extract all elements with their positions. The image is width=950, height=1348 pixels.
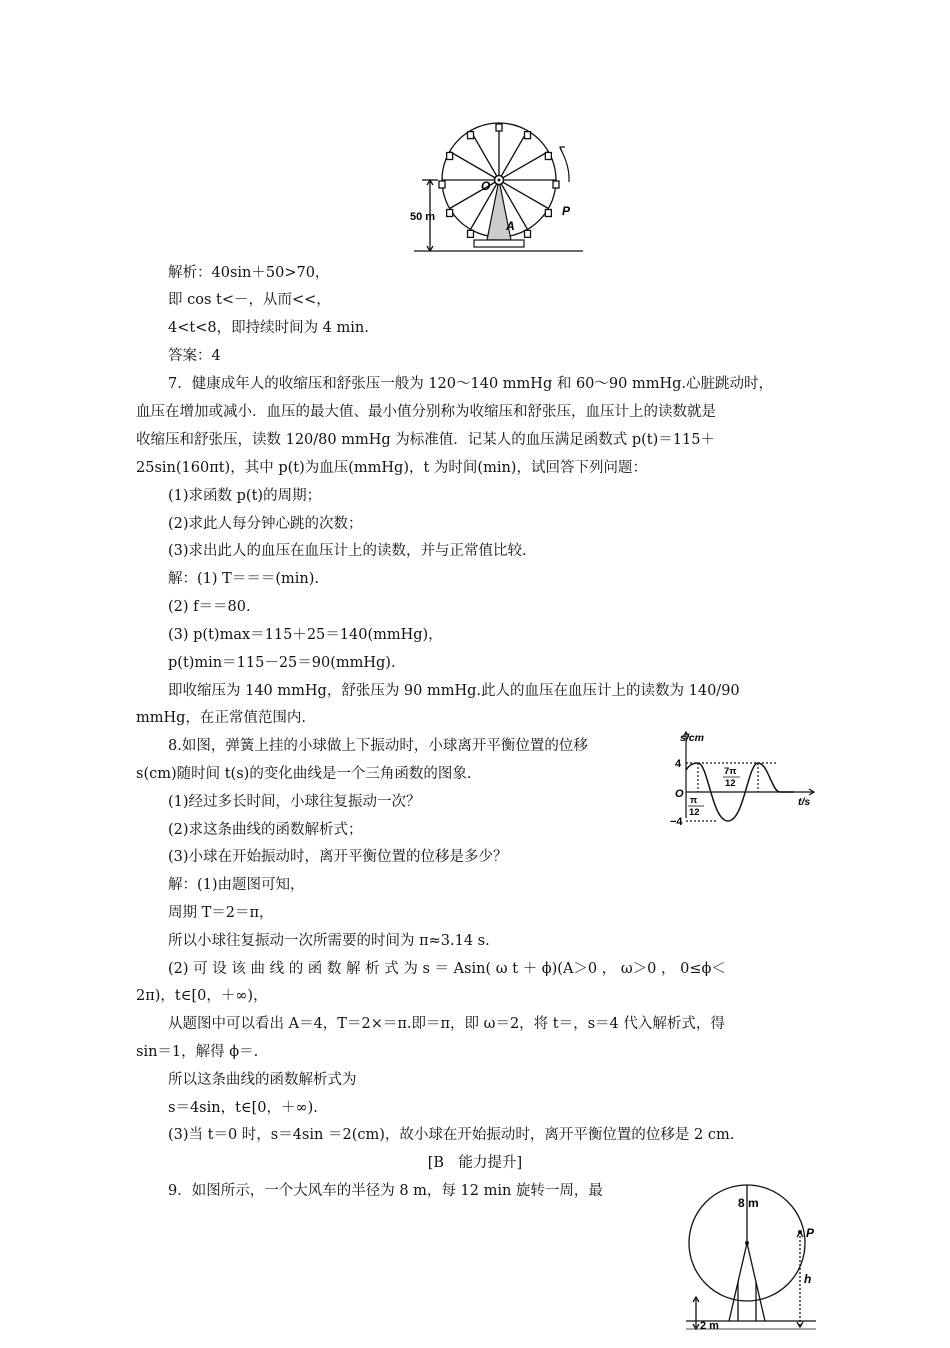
question-7-line: 7．健康成年人的收缩压和舒张压一般为 120～140 mmHg 和 60～90 mmHg.心脏跳动时， xyxy=(168,376,773,392)
wheel-cabin xyxy=(525,230,531,237)
wave-figure xyxy=(668,728,818,828)
wheel-cabin xyxy=(545,153,551,160)
text-line: (3)当 t＝0 时，s＝4sin ＝2(cm)，故小球在开始振动时，离开平衡位置的位移是 2 cm. xyxy=(168,1127,735,1143)
wheel-spoke xyxy=(499,152,548,181)
origin-label: O xyxy=(675,788,684,800)
text-line: 从题图中可以看出 A＝4，T＝2×＝π.即＝π，即 ω＝2，将 t＝，s＝4 代入解析式，得 xyxy=(168,1016,725,1032)
wheel-spoke xyxy=(450,152,499,181)
point-p-label: P xyxy=(562,204,571,218)
text-line: 血压在增加或减小．血压的最大值、最小值分别称为收缩压和舒张压，血压计上的读数就是 xyxy=(136,404,716,420)
text-line: 4<t<8，即持续时间为 4 min. xyxy=(168,320,369,336)
wheel-spoke xyxy=(471,131,500,180)
text-line: (2)求此人每分钟心跳的次数； xyxy=(168,516,363,532)
text-line: s(cm)随时间 t(s)的变化曲线是一个三角函数的图象. xyxy=(136,766,472,782)
text-line: 即收缩压为 140 mmHg，舒张压为 90 mmHg.此人的血压在血压计上的读数为 140/90 xyxy=(168,683,740,699)
windmill-figure xyxy=(684,1177,824,1344)
text-line: (3)求出此人的血压在血压计上的读数，并与正常值比较. xyxy=(168,543,527,559)
phase-num: π xyxy=(690,795,698,806)
base-height-label: 2 m xyxy=(700,1320,719,1332)
text-line: (1)求函数 p(t)的周期； xyxy=(168,488,322,504)
text-line: mmHg，在正常值范围内. xyxy=(136,710,307,726)
text-line: (3)小球在开始振动时，离开平衡位置的位移是多少？ xyxy=(168,849,508,865)
text-line: 答案：4 xyxy=(168,348,221,364)
text-line: 所以小球往复振动一次所需要的时间为 π≈3.14 s. xyxy=(168,933,490,949)
wheel-cabin xyxy=(496,124,502,131)
y-max-label: 4 xyxy=(675,758,682,770)
text-line: 周期 T＝2＝π， xyxy=(168,905,274,921)
center-label: O xyxy=(481,179,491,193)
question-9-line: 9．如图所示，一个大风车的半径为 8 m，每 12 min 旋转一周，最 xyxy=(168,1183,603,1199)
wheel-cabin xyxy=(468,132,474,139)
text-line: sin＝1，解得 ϕ＝. xyxy=(136,1044,259,1060)
wheel-cabin xyxy=(447,210,453,217)
text-line: 25sin(160πt)，其中 p(t)为血压(mmHg)，t 为时间(min)，试回答下列问题： xyxy=(136,460,647,476)
phase-den: 12 xyxy=(689,807,700,818)
wheel-cabin xyxy=(545,210,551,217)
wheel-spoke xyxy=(450,180,499,209)
text-line: (2)求这条曲线的函数解析式； xyxy=(168,822,363,838)
peak-num: 7π xyxy=(724,766,737,777)
text-line: p(t)min＝115－25＝90(mmHg). xyxy=(168,655,396,671)
x-axis-label: t/s xyxy=(798,796,811,808)
peak-den: 12 xyxy=(725,778,736,789)
wheel-spoke xyxy=(499,131,528,180)
text-line: 所以这条曲线的函数解析式为 xyxy=(168,1072,357,1088)
text-line: (2) 可 设 该 曲 线 的 函 数 解 析 式 为 s ＝ Asin( ω t ＋ ϕ)(A＞0 ， ω＞0 ， 0≤ϕ＜ xyxy=(168,961,726,977)
height-label: 50 m xyxy=(410,211,436,223)
text-line: 2π)，t∈[0，＋∞)， xyxy=(136,988,268,1004)
text-line: 解析：40sin＋50>70， xyxy=(168,265,330,281)
text-line: 收缩压和舒张压，读数 120/80 mmHg 为标准值．记某人的血压满足函数式 p(t)＝115＋ xyxy=(136,432,715,448)
wheel-cabin xyxy=(525,132,531,139)
y-axis-label: s/cm xyxy=(680,732,704,744)
text-line: (1)经过多长时间，小球往复振动一次？ xyxy=(168,794,421,810)
tower-label: A xyxy=(506,219,515,233)
text-line: (2) f＝＝80. xyxy=(168,599,251,615)
wheel-spoke xyxy=(499,180,548,209)
section-heading: [B 能力提升] xyxy=(427,1155,523,1171)
wheel-cabin xyxy=(447,153,453,160)
wheel-cabin xyxy=(439,181,445,188)
height-h-label: h xyxy=(804,1272,812,1286)
wheel-cabin xyxy=(468,230,474,237)
point-p-label: P xyxy=(806,1226,815,1240)
question-8-line: 8.如图，弹簧上挂的小球做上下振动时，小球离开平衡位置的位移 xyxy=(168,738,588,754)
text-line: (3) p(t)max＝115＋25＝140(mmHg)， xyxy=(168,627,443,643)
wheel-cabin xyxy=(553,181,559,188)
text-line: 解：(1)由题图可知， xyxy=(168,877,305,893)
y-min-label: −4 xyxy=(670,816,683,828)
text-line: 即 cos t<－，从而<<， xyxy=(168,292,331,308)
text-line: s＝4sin，t∈[0，＋∞). xyxy=(168,1100,318,1116)
text-line: 解：(1) T＝＝＝(min). xyxy=(168,571,319,587)
radius-label: 8 m xyxy=(738,1196,759,1210)
ferris-wheel-figure xyxy=(408,118,583,258)
